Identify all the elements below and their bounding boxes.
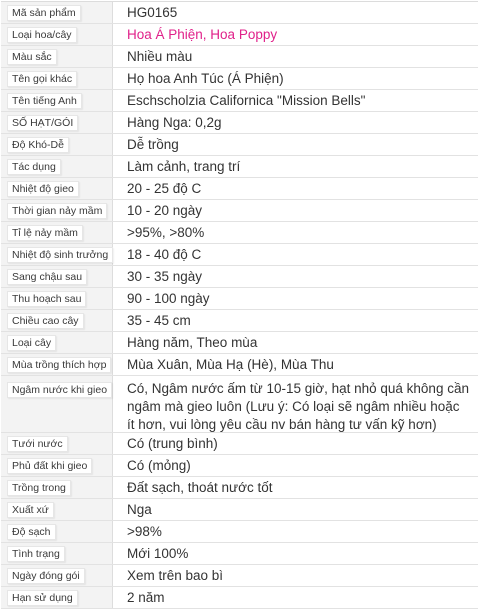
spec-value: Có (trung bình): [127, 436, 218, 451]
spec-value: Dễ trồng: [127, 137, 179, 152]
spec-label: Phủ đất khi gieo: [7, 458, 92, 474]
spec-row-color: [1, 46, 478, 68]
spec-value: Đất sạch, thoát nước tốt: [127, 480, 273, 495]
spec-label: Mã sản phẩm: [7, 5, 81, 21]
spec-label: Tỉ lệ nảy mầm: [7, 225, 83, 241]
spec-value: Nhiều màu: [127, 49, 193, 64]
spec-label: Loại cây: [7, 335, 56, 351]
spec-row-use: [1, 156, 478, 178]
spec-row-plant-type: [1, 24, 478, 46]
spec-label: Tác dụng: [7, 159, 61, 175]
spec-label: Tưới nước: [7, 436, 68, 452]
spec-value: >98%: [127, 524, 162, 539]
spec-value: Mới 100%: [127, 546, 189, 561]
spec-value: HG0165: [127, 5, 178, 20]
spec-row-plant-kind: [1, 332, 478, 354]
spec-label: Trồng trong: [7, 480, 71, 496]
spec-label: Màu sắc: [7, 49, 57, 65]
spec-row-germination-time: [1, 200, 478, 222]
spec-value: Nga: [127, 502, 152, 517]
spec-row-packing-date: [1, 565, 478, 587]
spec-row-expiry: [1, 587, 478, 609]
spec-row-grow-in: [1, 477, 478, 499]
spec-value: Có, Ngâm nước ấm từ 10-15 giờ, hạt nhỏ quá không cần ngâm mà gieo luôn (Lưu ý: Có loại sẽ ngâm nhiều hoặc ít hơn, vui lòng yêu cầu nv bán hàng tư vấn kỹ hơn): [127, 381, 469, 432]
spec-row-origin: [1, 499, 478, 521]
spec-value: >95%, >80%: [127, 225, 205, 240]
spec-value: Xem trên bao bì: [127, 568, 224, 583]
spec-label: Độ Khó-Dễ: [7, 137, 69, 153]
spec-value: 10 - 20 ngày: [127, 203, 203, 218]
spec-value-link[interactable]: Hoa Á Phiện, Hoa Poppy: [127, 27, 278, 42]
spec-row-harvest-after: [1, 288, 478, 310]
spec-label: Ngày đóng gói: [7, 568, 85, 584]
spec-row-soaking: [1, 376, 478, 433]
spec-value: Mùa Xuân, Mùa Hạ (Hè), Mùa Thu: [127, 357, 334, 372]
spec-label: Sang chậu sau: [7, 269, 87, 285]
spec-value: Hàng năm, Theo mùa: [127, 335, 258, 350]
spec-row-purity: [1, 521, 478, 543]
spec-value: 18 - 40 độ C: [127, 247, 202, 262]
spec-value: Làm cảnh, trang trí: [127, 159, 241, 174]
spec-row-english-name: [1, 90, 478, 112]
spec-label: Tên gọi khác: [7, 71, 77, 87]
spec-label: Nhiệt độ gieo: [7, 181, 79, 197]
spec-label: Nhiệt độ sinh trưởng: [7, 247, 113, 263]
spec-label: Ngâm nước khi gieo: [7, 382, 112, 398]
spec-value: 90 - 100 ngày: [127, 291, 210, 306]
spec-label: Mùa trồng thích hợp: [7, 357, 111, 373]
product-spec-table: [1, 1, 478, 605]
spec-row-difficulty: [1, 134, 478, 156]
spec-row-watering: [1, 433, 478, 455]
spec-value: 20 - 25 độ C: [127, 181, 202, 196]
spec-row-plant-height: [1, 310, 478, 332]
spec-row-seeds-per-pack: [1, 112, 478, 134]
spec-value: Họ hoa Anh Túc (Á Phiện): [127, 71, 284, 86]
spec-label: Thu hoạch sau: [7, 291, 86, 307]
spec-value: Eschscholzia Californica "Mission Bells": [127, 93, 366, 108]
spec-row-soil-cover: [1, 455, 478, 477]
spec-label: Độ sạch: [7, 524, 56, 540]
spec-label: SỐ HẠT/GÓI: [7, 115, 78, 131]
spec-row-suitable-season: [1, 354, 478, 376]
spec-label: Loại hoa/cây: [7, 27, 77, 43]
spec-row-growth-temperature: [1, 244, 478, 266]
spec-label: Thời gian nảy mầm: [7, 203, 107, 219]
spec-label: Xuất xứ: [7, 502, 54, 518]
spec-row-germination-rate: [1, 222, 478, 244]
spec-row-condition: [1, 543, 478, 565]
spec-label: Tình trạng: [7, 546, 65, 562]
spec-label: Chiều cao cây: [7, 313, 84, 329]
spec-row-transplant-after: [1, 266, 478, 288]
spec-row-product-code: [1, 2, 478, 24]
spec-label: Tên tiếng Anh: [7, 93, 82, 109]
spec-value: 30 - 35 ngày: [127, 269, 203, 284]
spec-value: Hàng Nga: 0,2g: [127, 115, 222, 130]
spec-label: Hạn sử dụng: [7, 590, 78, 606]
spec-value: Có (mỏng): [127, 458, 191, 473]
spec-value: 2 năm: [127, 590, 165, 605]
spec-row-other-name: [1, 68, 478, 90]
spec-row-sowing-temperature: [1, 178, 478, 200]
spec-value: 35 - 45 cm: [127, 313, 191, 328]
